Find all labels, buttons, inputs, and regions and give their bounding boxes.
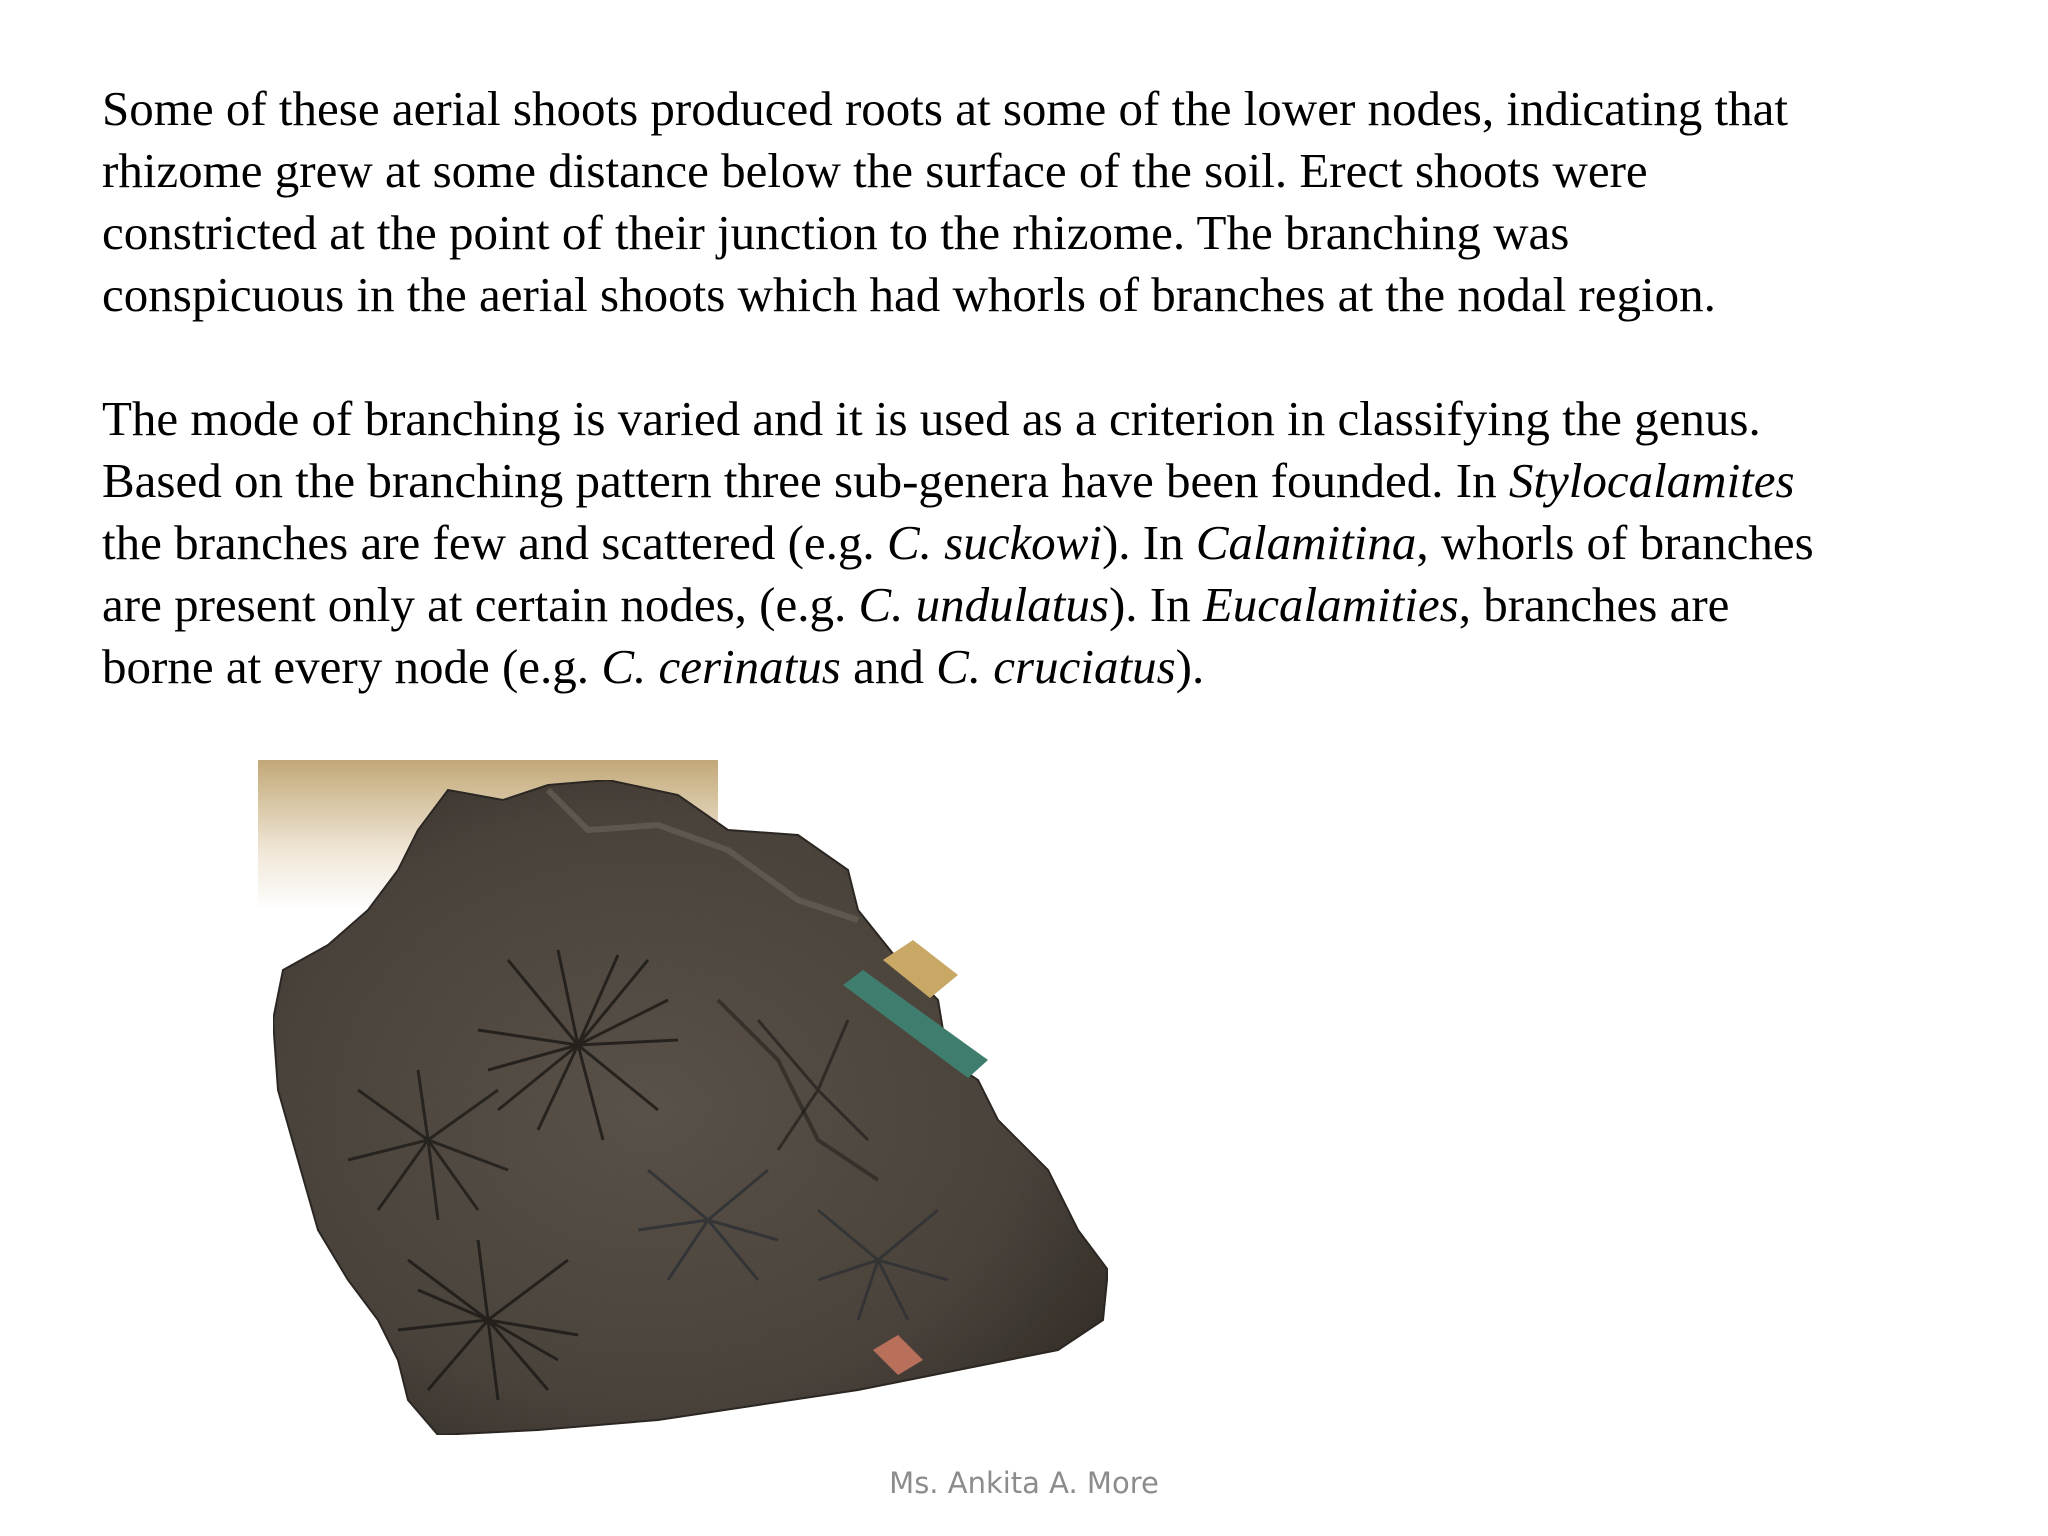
text-run: ). In — [1108, 577, 1203, 632]
footer-author: Ms. Ankita A. More — [889, 1466, 1159, 1500]
text-run: are present only at certain nodes, (e.g. — [102, 577, 859, 632]
paragraph-aerial-shoots — [102, 78, 1962, 326]
text-run: and — [840, 639, 937, 694]
text-run: borne at every node (e.g. — [102, 639, 602, 694]
species-name-cruciatus: C. cruciatus — [936, 639, 1176, 694]
text-line — [102, 388, 1962, 450]
text-line — [102, 512, 1962, 574]
genus-name-eucalamities: Eucalamities — [1202, 577, 1459, 632]
text-line: conspicuous in the aerial shoots which had whorls of branches at the nodal region. — [102, 267, 1716, 322]
species-name-undulatus: C. undulatus — [858, 577, 1109, 632]
text-line — [102, 450, 1962, 512]
text-line — [102, 636, 1962, 698]
text-line: rhizome grew at some distance below the surface of the soil. Erect shoots were — [102, 143, 1648, 198]
text-run: ). In — [1101, 515, 1196, 570]
text-run: Based on the branching pattern three sub-genera have been founded. In — [102, 453, 1509, 508]
text-run: the branches are few and scattered (e.g. — [102, 515, 887, 570]
genus-name-stylocalamites: Stylocalamites — [1508, 453, 1795, 508]
fossil-specimen-photo — [258, 760, 1158, 1448]
text-run: , whorls of branches — [1416, 515, 1814, 570]
species-name-suckowi: C. suckowi — [886, 515, 1102, 570]
text-line: Some of these aerial shoots produced roots at some of the lower nodes, indicating that — [102, 81, 1789, 136]
slide-body-text — [102, 78, 1962, 698]
genus-name-calamitina: Calamitina — [1195, 515, 1417, 570]
text-run: The mode of branching is varied and it is used as a criterion in classifying the genus. — [102, 391, 1761, 446]
paragraph-branching-modes — [102, 388, 1962, 698]
text-line: constricted at the point of their junction to the rhizome. The branching was — [102, 205, 1570, 260]
text-run: ). — [1175, 639, 1205, 694]
text-run: , branches are — [1458, 577, 1730, 632]
text-line — [102, 574, 1962, 636]
rock-slab — [273, 780, 1108, 1435]
species-name-cerinatus: C. cerinatus — [601, 639, 841, 694]
